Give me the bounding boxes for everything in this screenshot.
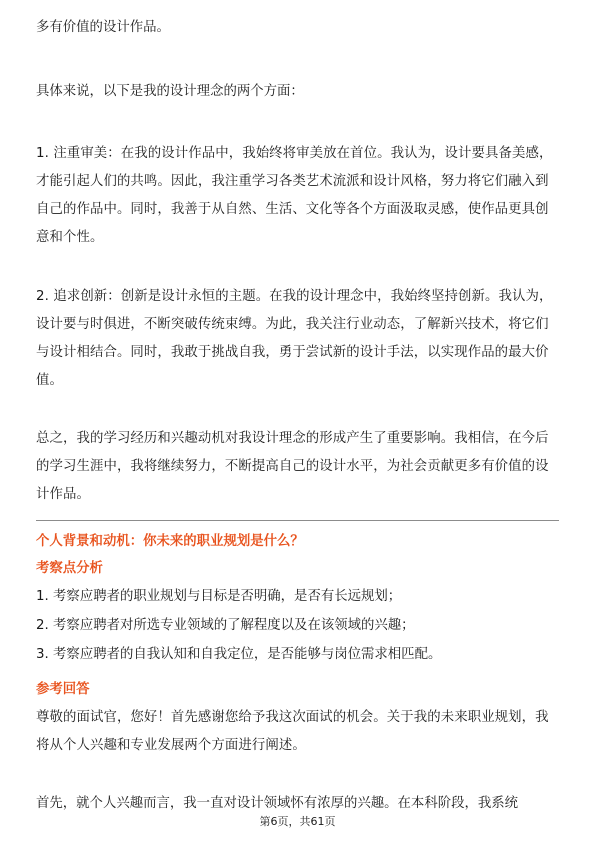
- page-footer: 第6页，共61页: [259, 815, 336, 828]
- paragraph-continuation: 多有价值的设计作品。: [36, 20, 170, 35]
- paragraph-innovation: 2. 追求创新：创新是设计永恒的主题。在我的设计理念中，我始终坚持创新。我认为，设计要与时俱进，不断突破传统束缚。为此，我关注行业动态，了解新兴技术，将它们与设计相结合。同时，我敢于挑战自我，勇于尝试新的设计手法，以实现作品的最大价值。: [36, 289, 553, 388]
- question-title: 个人背景和动机：你未来的职业规划是什么？: [36, 534, 304, 549]
- answer-heading: 参考回答: [36, 682, 90, 697]
- paragraph-aesthetics: 1. 注重审美：在我的设计作品中，我始终将审美放在首位。我认为，设计要具备美感，才能引起人们的共鸣。因此，我注重学习各类艺术流派和设计风格，努力将它们融入到自己的作品中。同时，我善于从自然、生活、文化等各个方面汲取灵感，使作品更具创意和个性。: [36, 146, 553, 245]
- section-divider: [36, 520, 559, 521]
- answer-paragraph-1: 尊敬的面试官，您好！首先感谢您给予我这次面试的机会。关于我的未来职业规划，我将从个人兴趣和专业发展两个方面进行阐述。: [36, 710, 549, 753]
- analysis-heading: 考察点分析: [36, 561, 103, 576]
- answer-paragraph-2: 首先，就个人兴趣而言，我一直对设计领域怀有浓厚的兴趣。在本科阶段，我系统: [36, 796, 519, 811]
- analysis-point-3: 3. 考察应聘者的自我认知和自我定位，是否能够与岗位需求相匹配。: [36, 647, 442, 662]
- document-page: [36, 0, 559, 842]
- paragraph-intro: 具体来说，以下是我的设计理念的两个方面：: [36, 84, 304, 99]
- paragraph-summary: 总之，我的学习经历和兴趣动机对我设计理念的形成产生了重要影响。我相信，在今后的学习生涯中，我将继续努力，不断提高自己的设计水平，为社会贡献更多有价值的设计作品。: [36, 431, 549, 502]
- analysis-point-1: 1. 考察应聘者的职业规划与目标是否明确，是否有长远规划；: [36, 589, 402, 604]
- analysis-point-2: 2. 考察应聘者对所选专业领域的了解程度以及在该领域的兴趣；: [36, 618, 415, 633]
